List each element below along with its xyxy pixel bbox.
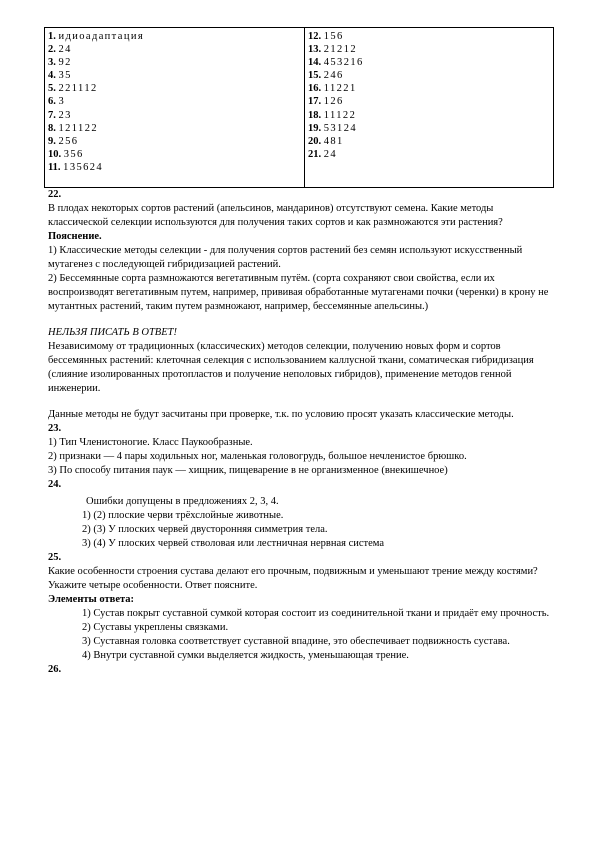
answer-number: 7. <box>48 109 56 121</box>
answer-value: 24 <box>323 148 338 160</box>
answer-row <box>308 109 550 122</box>
answer-line: 1) Сустав покрыт суставной сумкой которая состоит из соединительной ткани и придаёт ему прочность. <box>82 608 550 620</box>
answer-line: 2) Суставы укреплены связками. <box>82 622 229 634</box>
answer-number: 21. <box>308 148 322 160</box>
question-number: 26. <box>48 664 62 676</box>
answer-number: 8. <box>48 122 56 134</box>
question-text: В плодах некоторых сортов растений (апельсинов, мандаринов) отсутствуют семена. Какие методы классической селекции используются для получения таких сортов и как размножаются эти растения? <box>48 203 503 229</box>
answer-row <box>308 82 550 95</box>
answer-row <box>48 109 301 122</box>
answer-line: 4) Внутри суставной сумки выделяется жидкость, уменьшающая трение. <box>82 650 409 662</box>
answers-right-column <box>305 28 554 188</box>
answer-value: 92 <box>58 57 72 69</box>
answer-number: 1. <box>48 31 56 42</box>
answer-value: 11122 <box>323 109 357 121</box>
answer-number: 9. <box>48 135 56 147</box>
answer-row <box>48 161 301 174</box>
answer-number: 16. <box>308 83 322 95</box>
answer-value: 21212 <box>323 44 357 56</box>
question-number: 23. <box>48 423 62 435</box>
answer-row <box>48 43 301 56</box>
answers-table <box>44 27 554 188</box>
explanation-heading: Пояснение. <box>48 231 102 243</box>
answer-value: 121122 <box>58 122 99 134</box>
answer-number: 20. <box>308 135 322 147</box>
answer-number: 13. <box>308 44 322 56</box>
answer-value: 481 <box>323 135 344 147</box>
answer-row <box>308 135 550 148</box>
page <box>44 27 554 677</box>
answer-row <box>48 30 301 43</box>
answer-number: 11. <box>48 161 61 173</box>
answer-number: 2. <box>48 44 56 56</box>
answer-row <box>48 148 301 161</box>
answer-value: 11221 <box>323 83 357 95</box>
warning-text: НЕЛЬЗЯ ПИСАТЬ В ОТВЕТ! <box>48 327 177 339</box>
answer-value: идиоадаптация <box>58 31 145 42</box>
answer-number: 14. <box>308 57 322 69</box>
answer-intro: Ошибки допущены в предложениях 2, 3, 4. <box>86 496 279 508</box>
answer-row <box>48 135 301 148</box>
answer-row <box>308 43 550 56</box>
answer-number: 17. <box>308 96 322 108</box>
question-number: 24. <box>48 479 62 491</box>
answer-line: 2) (3) У плоских червей двусторонняя симметрия тела. <box>82 524 328 536</box>
answer-value: 453216 <box>323 57 364 69</box>
answer-number: 6. <box>48 96 56 108</box>
answer-value: 23 <box>58 109 72 121</box>
note-text: Независимому от традиционных (классических) методов селекции, получению новых форм и сортов бессемянных растений: клеточная селекция с использованием каллусной ткани, соматическая гибридизация (слияние изолированных протопластов и получение неполовых гибридов), применение методов генной инженерии. <box>48 341 534 395</box>
answer-line: 3) (4) У плоских червей стволовая или лестничная нервная система <box>82 538 384 550</box>
answer-value: 3 <box>58 96 66 108</box>
answer-value: 246 <box>323 70 344 82</box>
answer-line: 1) (2) плоские черви трёхслойные животные. <box>82 510 284 522</box>
answer-line: 3) Суставная головка соответствует суставной впадине, это обеспечивает подвижность сустава. <box>82 636 510 648</box>
question-number: 22. <box>48 189 62 201</box>
answer-value: 221112 <box>58 83 98 95</box>
answer-line: 3) По способу питания паук — хищник, пищеварение в не организменное (внекишечное) <box>48 465 448 477</box>
answer-value: 256 <box>58 135 79 147</box>
answer-row <box>308 30 550 43</box>
question-26 <box>48 663 554 677</box>
answer-number: 3. <box>48 57 56 69</box>
question-22 <box>48 188 554 422</box>
answer-number: 18. <box>308 109 322 121</box>
answer-row <box>48 56 301 69</box>
question-24 <box>48 478 554 551</box>
answer-row <box>308 56 550 69</box>
answers-left-column <box>45 28 305 188</box>
answer-row <box>48 122 301 135</box>
answer-number: 15. <box>308 70 322 82</box>
answer-value: 356 <box>63 148 84 160</box>
answer-point: 1) Классические методы селекции - для получения сортов растений без семян используют искусственный мутагенез с последующей гибридизацией растений. <box>48 245 523 271</box>
answer-line: 1) Тип Членистоногие. Класс Паукообразные. <box>48 437 253 449</box>
answer-number: 19. <box>308 122 322 134</box>
answer-value: 126 <box>323 96 344 108</box>
elements-heading: Элементы ответа: <box>48 594 135 606</box>
answer-point: 2) Бессемянные сорта размножаются вегетативным путём. (сорта сохраняют свои свойства, если их воспроизводят вегетативным путем, например, прививая обработанные мутагенами почки (черенки) в крону не мутантных растений, таким путем размножают, например, бессемянные апельсины.) <box>48 273 549 313</box>
answer-value: 24 <box>58 44 72 56</box>
answer-line: 2) признаки — 4 пары ходильных ног, маленькая головогрудь, большое нечленистое брюшко. <box>48 451 467 463</box>
answer-value: 53124 <box>323 122 357 134</box>
question-25 <box>48 551 554 663</box>
answer-number: 12. <box>308 31 322 42</box>
answer-value: 156 <box>323 31 344 42</box>
answer-row <box>308 122 550 135</box>
answer-value: 35 <box>58 70 72 82</box>
answer-number: 4. <box>48 70 56 82</box>
note-text: Данные методы не будут засчитаны при проверке, т.к. по условию просят указать классические методы. <box>48 409 514 421</box>
answer-row <box>308 69 550 82</box>
answer-row <box>48 82 301 95</box>
answer-row <box>48 95 301 108</box>
answer-row <box>308 95 550 108</box>
answer-value: 135624 <box>63 161 104 173</box>
answer-number: 5. <box>48 83 56 95</box>
answer-row <box>308 148 550 161</box>
question-number: 25. <box>48 552 62 564</box>
answer-number: 10. <box>48 148 62 160</box>
answer-row <box>48 69 301 82</box>
question-text: Какие особенности строения сустава делают его прочным, подвижным и уменьшают трение между костями? Укажите четыре особенности. Ответ поясните. <box>48 566 538 592</box>
question-23 <box>48 422 554 478</box>
